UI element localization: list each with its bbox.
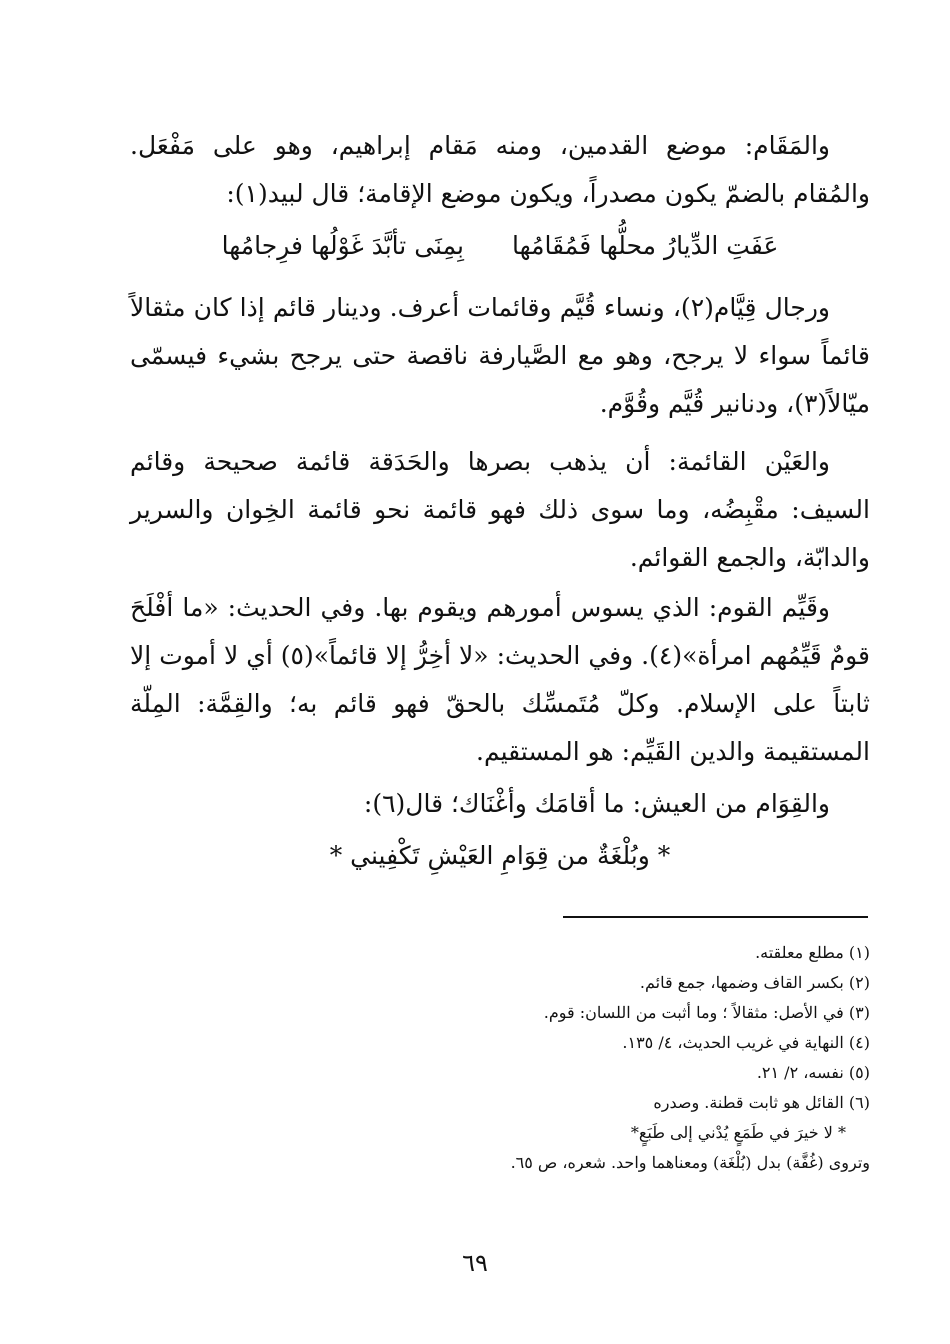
paragraph-text: وقَيِّم القوم: الذي يسوس أمورهم ويقوم بها. وفي الحديث: «ما أفْلَحَ قومٌ قَيِّمُهم امرأة»(٤). وفي الحديث: «لا أخِرُّ إلا قائماً»(٥) أي لا أموت إلا ثابتاً على الإسلام. وكلّ مُتَمسِّك بالحقّ فهو قائم به؛ والقِمَّة: المِلّة المستقيمة والدين القَيِّم: هو المستقيم. [130, 593, 871, 766]
paragraph-maqam [130, 122, 870, 218]
footnote: (٣) في الأصل: مثقالاً ؛ وما أثبت من اللسان: قوم. [543, 1003, 870, 1022]
verse-first-hemistich: عَفَتِ الدِّيارُ محلُّها فَمُقَامُها [511, 231, 779, 260]
verse-labid [130, 226, 870, 266]
paragraph-qayyim [130, 584, 870, 776]
paragraph-qiwam [130, 780, 870, 828]
paragraph-text: والمَقَام: موضع القدمين، ومنه مَقام إبراهيم، وهو على مَفْعَل. والمُقام بالضمّ يكون مصدراً، ويكون موضع الإقامة؛ قال لبيد(١): [130, 131, 870, 208]
footnote: وتروى (غُفَّة) بدل (بُلْغَة) ومعناهما واحد. شعره، ص ٦٥. [510, 1153, 870, 1172]
paragraph-qiyam [130, 284, 870, 428]
page-number: ٦٩ [462, 1249, 488, 1277]
footnote: (٤) النهاية في غريب الحديث، ٤/ ١٣٥. [622, 1033, 870, 1052]
paragraph-ayn [130, 438, 870, 582]
paragraph-text: والعَيْن القائمة: أن يذهب بصرها والحَدَقة قائمة صحيحة وقائم السيف: مقْبِضُه، وما سوى ذلك فهو قائمة نحو قائمة الخِوان والسرير والدابّة، والجمع القوائم. [130, 447, 870, 572]
footnotes [300, 938, 870, 1178]
footnote: (٦) القائل هو ثابت قطنة. وصدره [653, 1093, 870, 1112]
footnote-divider [563, 916, 868, 918]
verse-second-hemistich: بِمِنَى تأبَّدَ غَوْلُها فرِجامُها [221, 231, 464, 260]
paragraph-text: والقِوَام من العيش: ما أقامَك وأغْنَاك؛ قال(٦): [363, 789, 830, 818]
footnote: (١) مطلع معلقته. [755, 943, 870, 962]
footnote-verse: * لا خيرَ في طَمَعٍ يُدْني إلى طَبَعٍ* [630, 1123, 846, 1142]
footnote: (٥) نفسه، ٢/ ٢١. [756, 1063, 870, 1082]
verse-qiwam: * وبُلْغَةٌ من قِوَامِ العَيْشِ تَكْفِيني * [329, 841, 671, 870]
paragraph-text: ورجال قِيَّام(٢)، ونساء قُيَّم وقائمات أعرف. ودينار قائم إذا كان مثقالاً قائماً سواء لا يرجح، وهو مع الصَّيارفة ناقصة حتى يرجح بشيء فيسمّى ميّالاً(٣)، ودنانير قُيَّم وقُوَّم. [130, 293, 870, 418]
footnote: (٢) بكسر القاف وضمها، جمع قائم. [639, 973, 870, 992]
